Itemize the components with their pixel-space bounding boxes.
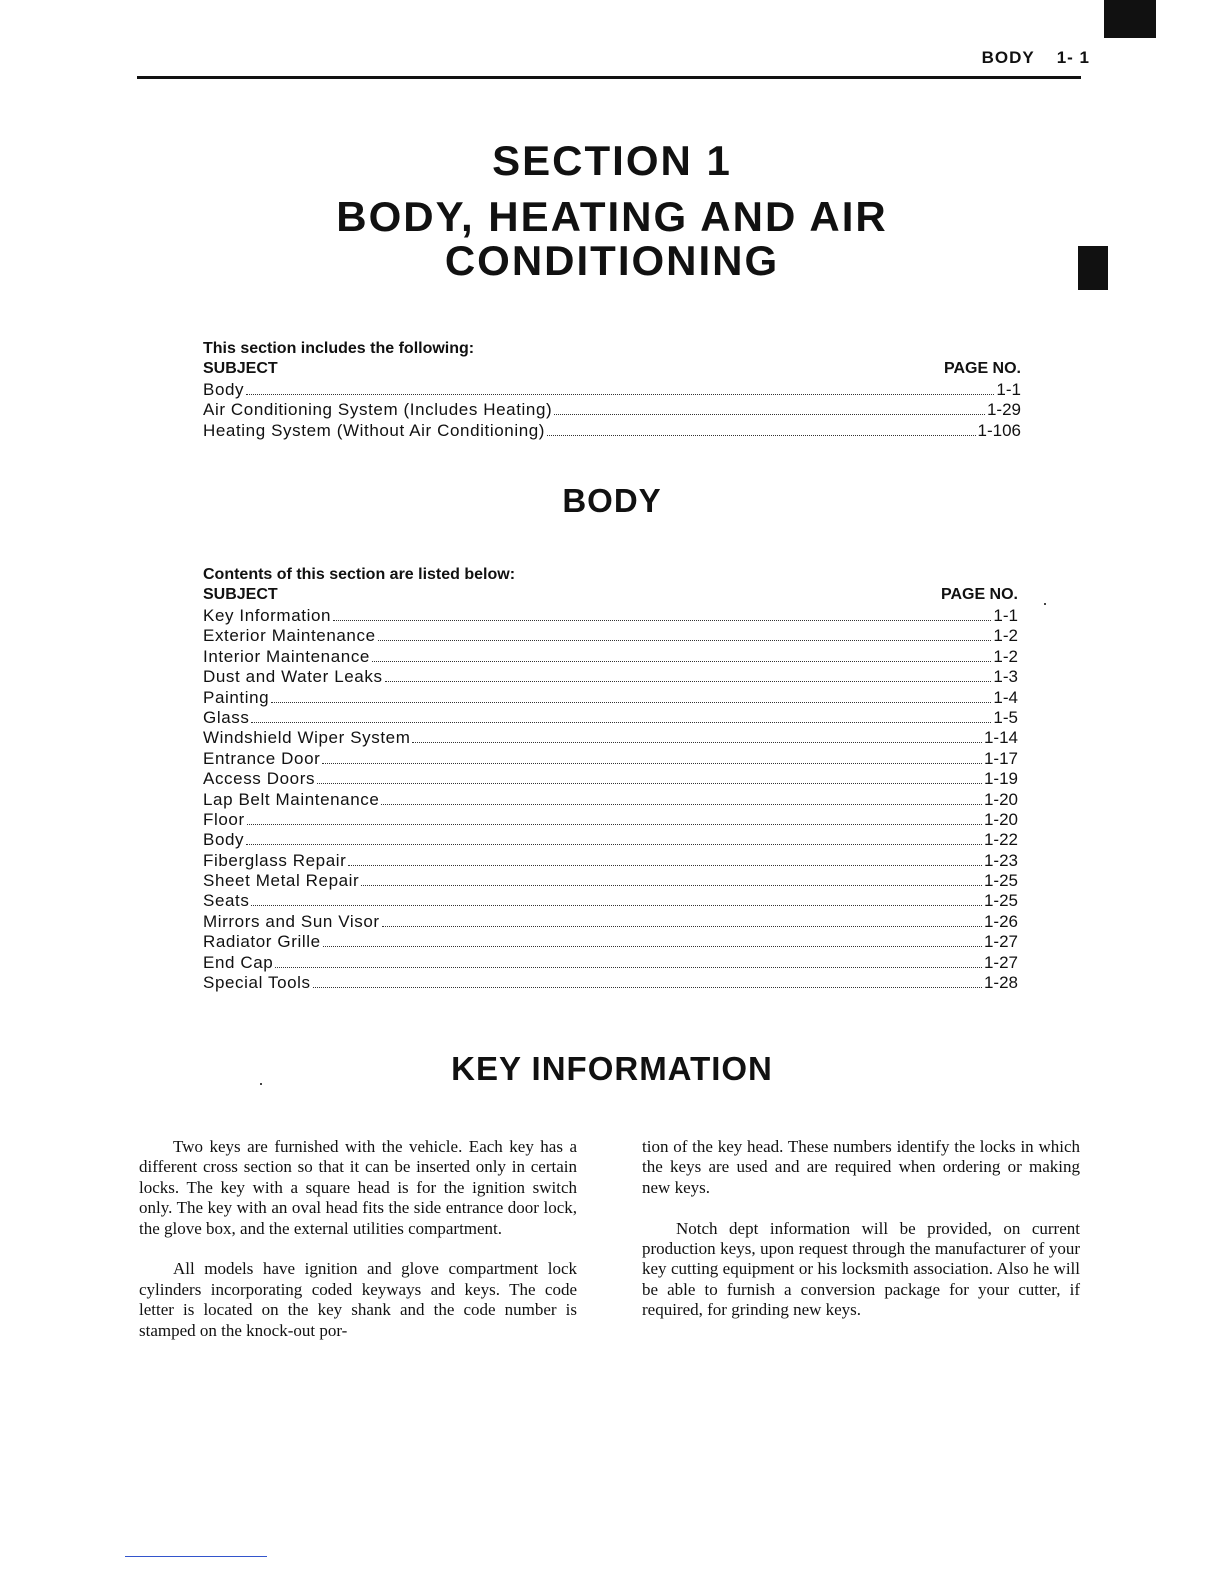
toc-entry-page: 1-27 — [983, 952, 1018, 972]
page-column-label: PAGE NO. — [943, 360, 1021, 377]
header-page-number: 1- 1 — [1056, 48, 1090, 67]
toc-entry — [203, 830, 1018, 850]
paragraph-continued: tion of the key head. These numbers identify the locks in which the keys are used and are required when ordering or making new keys. — [642, 1137, 1080, 1197]
toc-entry-page: 1-4 — [993, 687, 1018, 707]
toc-entry-subject: Dust and Water Leaks — [203, 667, 383, 687]
toc-entry-subject: End Cap — [203, 952, 274, 972]
toc-entry — [203, 626, 1018, 646]
dot-leader — [251, 905, 981, 906]
toc-entry-subject: Special Tools — [203, 973, 311, 993]
toc-entry — [203, 871, 1018, 891]
dot-leader — [412, 742, 982, 743]
toc-entry-subject: Lap Belt Maintenance — [203, 789, 380, 809]
dot-leader — [385, 681, 992, 682]
toc-header-row — [203, 360, 1021, 380]
toc-entry-subject: Entrance Door — [203, 748, 321, 768]
dot-leader — [251, 722, 991, 723]
toc-entry-subject: Heating System (Without Air Conditioning) — [203, 420, 546, 440]
toc-entry — [203, 400, 1021, 420]
toc-entry-page: 1-23 — [983, 850, 1018, 870]
page-column-label: PAGE NO. — [940, 586, 1018, 603]
dot-leader — [382, 926, 982, 927]
toc-entry — [203, 647, 1018, 667]
toc-entry-subject: Glass — [203, 707, 250, 727]
toc-entry-subject: Body — [203, 380, 245, 399]
paragraph: All models have ignition and glove compartment lock cylinders incorporating coded keyways and keys. The code letter is located on the key shank and the code number is stamped on the knock-out por- — [139, 1259, 577, 1340]
toc-entry — [203, 769, 1018, 789]
toc-entry-page: 1-1 — [996, 380, 1021, 399]
paragraph: Two keys are furnished with the vehicle. Each key has a different cross section so that it can be inserted only in certain locks. The key with a square head is for the ignition switch only. The key with an oval head fits the side entrance door lock, the glove box, and the external utilities compartment. — [139, 1137, 577, 1238]
toc-entry-subject: Key Information — [203, 606, 332, 625]
toc-entry — [203, 667, 1018, 687]
subject-column-label: SUBJECT — [203, 586, 278, 603]
dot-leader — [313, 987, 982, 988]
toc-entry-page: 1-28 — [983, 973, 1018, 993]
toc-entry-subject: Mirrors and Sun Visor — [203, 911, 380, 931]
header-rule — [137, 76, 1081, 79]
toc-entry — [203, 728, 1018, 748]
toc-rows — [203, 606, 1018, 993]
toc-entry-subject: Seats — [203, 891, 250, 911]
paragraph: Notch dept information will be provided, on current production keys, upon request through the manufacturer of your key cutting equipment or his locksmith association. Also he will be able to furnish a conversion package for your cutter, if required, for grinding new keys. — [642, 1218, 1080, 1320]
subject-column-label: SUBJECT — [203, 360, 278, 377]
key-information-heading: KEY INFORMATION — [451, 1050, 773, 1087]
toc-entry-page: 1-20 — [983, 789, 1018, 809]
toc-entry-subject: Windshield Wiper System — [203, 728, 411, 748]
toc-entry-page: 1-2 — [993, 646, 1018, 666]
dot-leader — [361, 885, 982, 886]
toc-entry — [203, 790, 1018, 810]
section-title: SECTION 1 — [492, 137, 732, 184]
toc-entry — [203, 606, 1018, 626]
header-section-name: BODY — [981, 48, 1035, 67]
dot-leader — [547, 435, 975, 436]
toc-entry-page: 1-27 — [983, 932, 1018, 952]
toc-entry-page: 1-1 — [993, 606, 1018, 625]
toc-entry — [203, 810, 1018, 830]
dot-leader — [322, 763, 982, 764]
toc-entry-page: 1-25 — [983, 871, 1018, 891]
scan-margin-line — [125, 1556, 267, 1557]
dot-leader — [348, 865, 982, 866]
toc-entry-page: 1-19 — [983, 769, 1018, 789]
toc-entry — [203, 912, 1018, 932]
toc-entry — [203, 380, 1021, 400]
section-subtitle-line1: BODY, HEATING AND AIR — [336, 193, 888, 240]
dot-leader — [247, 824, 982, 825]
body-heading: BODY — [562, 482, 662, 519]
toc-entry-subject: Exterior Maintenance — [203, 626, 376, 646]
toc-entry — [203, 953, 1018, 973]
scan-speck — [1044, 603, 1046, 605]
toc-entry — [203, 973, 1018, 993]
text-column-left — [139, 1137, 577, 1361]
toc-entry-subject: Air Conditioning System (Includes Heating) — [203, 400, 553, 420]
section-contents-table — [203, 340, 1021, 441]
dot-leader — [372, 661, 991, 662]
toc-entry-subject: Access Doors — [203, 769, 316, 789]
dot-leader — [271, 702, 991, 703]
body-contents-table — [203, 566, 1018, 993]
dot-leader — [381, 804, 982, 805]
dot-leader — [317, 783, 982, 784]
dot-leader — [275, 967, 982, 968]
toc-entry-page: 1-25 — [983, 891, 1018, 911]
toc-entry — [203, 851, 1018, 871]
text-column-right — [642, 1137, 1080, 1341]
toc-intro: This section includes the following: — [203, 340, 475, 357]
toc-entry-page: 1-14 — [983, 728, 1018, 748]
dot-leader — [323, 946, 982, 947]
toc-entry-page: 1-29 — [986, 400, 1021, 420]
toc-entry-page: 1-3 — [993, 667, 1018, 687]
toc-entry-subject: Radiator Grille — [203, 932, 321, 952]
dot-leader — [554, 414, 985, 415]
dot-leader — [246, 394, 994, 395]
toc-entry — [203, 688, 1018, 708]
toc-entry-subject: Body — [203, 830, 245, 850]
toc-entry-page: 1-22 — [983, 830, 1018, 850]
corner-tab-mark — [1104, 0, 1156, 38]
page-header — [960, 48, 1090, 68]
toc-entry-subject: Painting — [203, 687, 270, 707]
toc-entry-subject: Interior Maintenance — [203, 646, 370, 666]
toc-entry — [203, 421, 1021, 441]
toc-entry-page: 1-17 — [983, 748, 1018, 768]
toc-entry-page: 1-2 — [993, 626, 1018, 646]
toc-entry-subject: Fiberglass Repair — [203, 850, 347, 870]
toc-entry-page: 1-5 — [993, 707, 1018, 727]
toc-intro: Contents of this section are listed below: — [203, 566, 516, 583]
scan-speck — [260, 1083, 262, 1085]
dot-leader — [333, 620, 991, 621]
toc-entry-page: 1-26 — [983, 911, 1018, 931]
dot-leader — [246, 844, 982, 845]
toc-entry — [203, 708, 1018, 728]
toc-entry — [203, 932, 1018, 952]
toc-entry-subject: Floor — [203, 809, 245, 829]
toc-entry-page: 1-106 — [977, 420, 1021, 440]
toc-rows — [203, 380, 1021, 441]
toc-entry — [203, 891, 1018, 911]
toc-entry — [203, 749, 1018, 769]
dot-leader — [378, 640, 992, 641]
toc-entry-page: 1-20 — [983, 809, 1018, 829]
toc-header-row — [203, 586, 1018, 606]
toc-entry-subject: Sheet Metal Repair — [203, 871, 360, 891]
section-subtitle-line2: CONDITIONING — [444, 237, 780, 284]
